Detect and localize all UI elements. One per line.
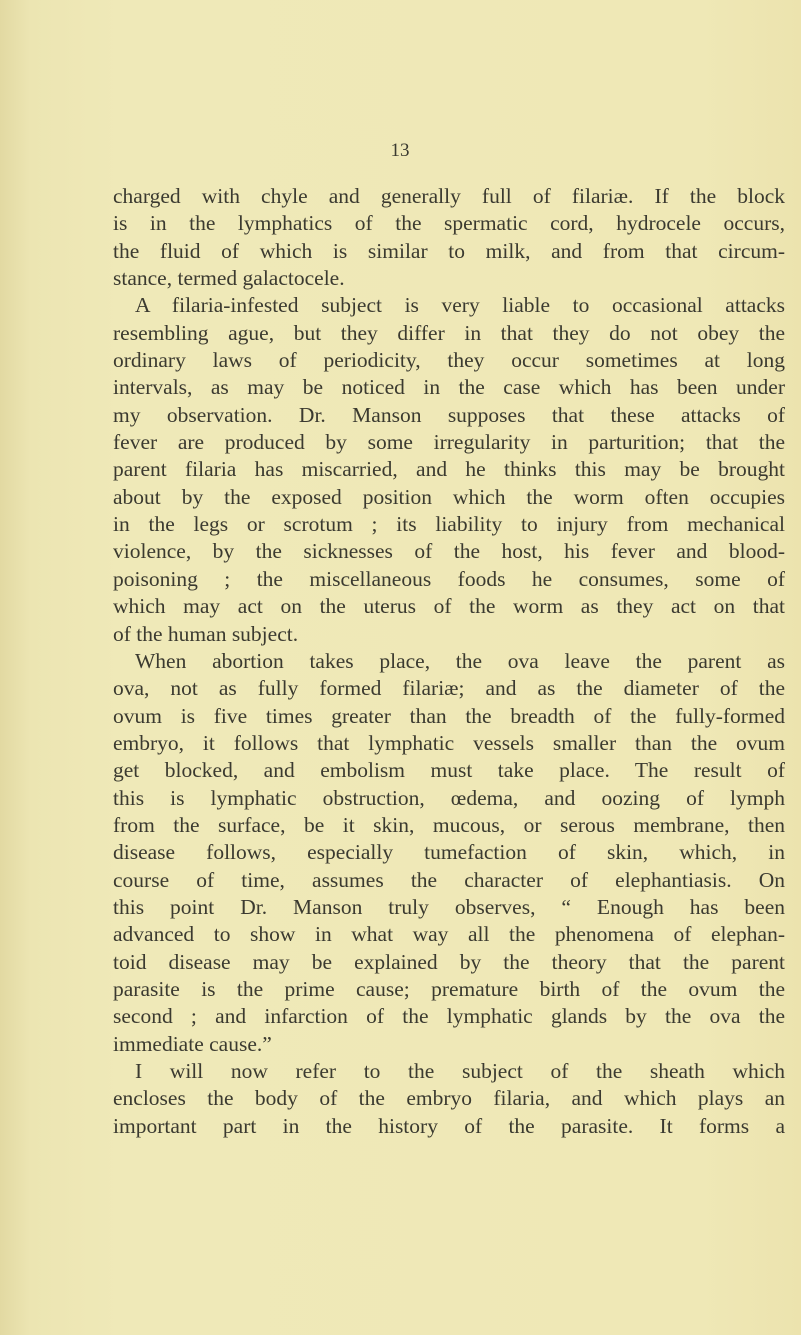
text-line: is in the lymphatics of the spermatic cord, hydrocele occurs, xyxy=(113,211,785,236)
text-line: get blocked, and embolism must take place. The result of xyxy=(113,758,785,783)
text-line: in the legs or scrotum ; its liability to injury from mechanical xyxy=(113,512,785,537)
text-line: important part in the history of the parasite. It forms a xyxy=(113,1113,785,1138)
text-line: from the surface, be it skin, mucous, or serous membrane, then xyxy=(113,812,785,837)
text-line: second ; and infarction of the lymphatic glands by the ova the xyxy=(113,1004,785,1029)
text-line: this point Dr. Manson truly observes, “ Enough has been xyxy=(113,894,785,919)
text-line: poisoning ; the miscellaneous foods he consumes, some of xyxy=(113,566,785,591)
text-line: of the human subject. xyxy=(113,621,299,646)
text-line: which may act on the uterus of the worm as they act on that xyxy=(113,594,785,619)
text-line: the fluid of which is similar to milk, and from that circum- xyxy=(113,238,785,263)
page-number: 13 xyxy=(390,140,410,161)
text-line: parasite is the prime cause; premature birth of the ovum the xyxy=(113,976,785,1001)
text-line: intervals, as may be noticed in the case which has been under xyxy=(113,375,785,400)
text-line: my observation. Dr. Manson supposes that these attacks of xyxy=(113,402,785,427)
text-line: ordinary laws of periodicity, they occur sometimes at long xyxy=(113,348,785,373)
text-line: advanced to show in what way all the phenomena of elephan- xyxy=(113,922,785,947)
text-line: this is lymphatic obstruction, œdema, and oozing of lymph xyxy=(113,785,785,810)
text-line: I will now refer to the subject of the sheath which xyxy=(135,1059,785,1083)
text-line: A filaria-infested subject is very liable to occasional attacks xyxy=(135,293,785,318)
text-line: disease follows, especially tumefaction of skin, which, in xyxy=(113,840,785,865)
text-line: When abortion takes place, the ova leave the parent as xyxy=(135,648,785,673)
text-line: course of time, assumes the character of elephantiasis. On xyxy=(113,867,785,892)
text-line: violence, by the sicknesses of the host, his fever and blood- xyxy=(113,539,785,564)
text-line: ovum is five times greater than the breadth of the fully-formed xyxy=(113,703,785,728)
text-line: ova, not as fully formed filariæ; and as the diameter of the xyxy=(113,676,785,701)
text-line: immediate cause.” xyxy=(113,1031,272,1056)
text-line: toid disease may be explained by the theory that the parent xyxy=(113,949,785,974)
text-line: about by the exposed position which the worm often occupies xyxy=(113,484,785,509)
text-line: parent filaria has miscarried, and he thinks this may be brought xyxy=(113,457,785,482)
text-line: resembling ague, but they differ in that they do not obey the xyxy=(113,320,785,345)
text-line: embryo, it follows that lymphatic vessels smaller than the ovum xyxy=(113,730,785,755)
text-line: charged with chyle and generally full of filariæ. If the block xyxy=(113,184,785,208)
text-line: encloses the body of the embryo filaria, and which plays an xyxy=(113,1086,785,1111)
body-text xyxy=(113,183,785,1140)
text-line: stance, termed galactocele. xyxy=(113,266,345,291)
text-line: fever are produced by some irregularity in parturition; that the xyxy=(113,430,785,455)
